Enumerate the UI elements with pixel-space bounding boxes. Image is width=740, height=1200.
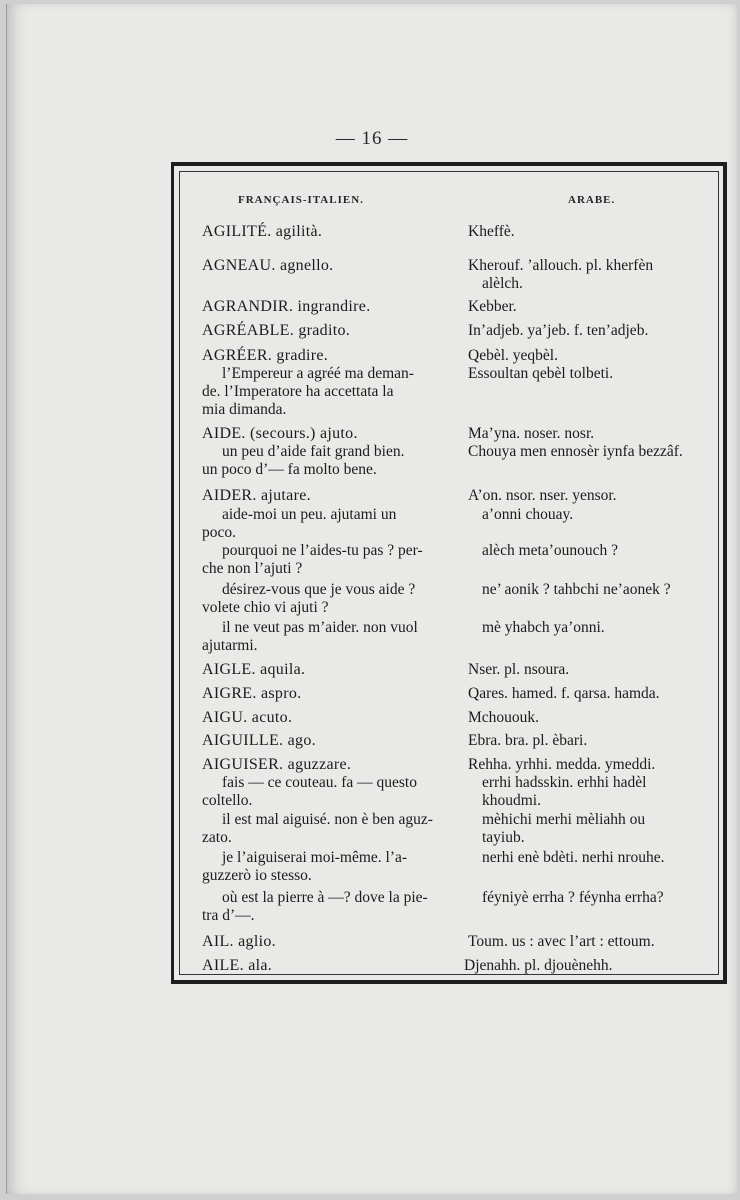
entry-french: AGILITÉ. agilità. (202, 223, 323, 240)
entry-french: AGRÉER. gradire. (202, 347, 329, 364)
example-french: il ne veut pas m’aider. non vuol (222, 619, 418, 636)
entry-arabic: Ebra. bra. pl. èbari. (468, 732, 588, 749)
example-french: pourquoi ne l’aides-tu pas ? per- (222, 542, 423, 559)
page-number: — 16 — (335, 128, 409, 149)
example-arabic: féyniyè errha ? féynha errha? (482, 889, 664, 906)
entry-french: AIDE. (secours.) ajuto. (202, 425, 358, 442)
example-arabic: Chouya men ennosèr iynfa bezzâf. (468, 443, 683, 460)
entry-arabic: Kherouf. ’allouch. pl. kherfèn (468, 257, 654, 274)
example-arabic: nerhi enè bdèti. nerhi nrouhe. (482, 849, 665, 866)
entry-arabic: Kebber. (468, 298, 517, 315)
entry-french: AGNEAU. agnello. (202, 257, 334, 274)
column-header-french-italian: FRANÇAIS-ITALIEN. (238, 194, 364, 206)
entry-arabic: Rehha. yrhhi. medda. ymeddi. (468, 756, 656, 773)
example-french-cont: coltello. (202, 792, 253, 809)
example-arabic: a’onni chouay. (482, 506, 574, 523)
entry-french: AIL. aglio. (202, 933, 276, 950)
entry-arabic: In’adjeb. ya’jeb. f. ten’adjeb. (468, 322, 649, 339)
dictionary-inner-frame (179, 171, 719, 975)
example-french: désirez-vous que je vous aide ? (222, 581, 416, 598)
example-arabic: errhi hadsskin. erhhi hadèl (482, 774, 647, 791)
example-arabic: ne’ aonik ? tahbchi ne’aonek ? (482, 581, 671, 598)
example-french: il est mal aiguisé. non è ben aguz- (222, 811, 433, 828)
example-french: où est la pierre à —? dove la pie- (222, 889, 428, 906)
entry-french: AIGUISER. aguzzare. (202, 756, 352, 773)
example-french-cont: de. l’Imperatore ha accettata la (202, 383, 394, 400)
entry-french: AILE. ala. (202, 957, 273, 974)
example-arabic-cont: tayiub. (482, 829, 525, 846)
entry-arabic-cont: alèlch. (482, 275, 523, 292)
example-french: un peu d’aide fait grand bien. (222, 443, 405, 460)
example-arabic: Essoultan qebèl tolbeti. (468, 365, 614, 382)
entry-french: AIGLE. aquila. (202, 661, 306, 678)
entry-arabic: A’on. nsor. nser. yensor. (468, 487, 617, 504)
book-page (6, 4, 737, 1194)
entry-french: AGRÉABLE. gradito. (202, 322, 351, 339)
example-arabic: alèch meta’ounouch ? (482, 542, 618, 559)
entry-french: AIGRE. aspro. (202, 685, 302, 702)
entry-arabic: Djenahh. pl. djouènehh. (464, 957, 613, 974)
column-header-arabic: ARABE. (568, 194, 616, 206)
example-french-cont: che non l’ajuti ? (202, 560, 303, 577)
example-french-cont: un poco d’— fa molto bene. (202, 461, 377, 478)
example-french-cont: ajutarmi. (202, 637, 258, 654)
dictionary-frame (171, 162, 727, 984)
entry-arabic: Kheffè. (468, 223, 515, 240)
example-french-cont: volete chio vi ajuti ? (202, 599, 329, 616)
example-french-cont: zato. (202, 829, 232, 846)
example-french: l’Empereur a agréé ma deman- (222, 365, 414, 382)
example-french-cont: tra d’—. (202, 907, 255, 924)
example-french: fais — ce couteau. fa — questo (222, 774, 417, 791)
example-french-cont: guzzerò io stesso. (202, 867, 312, 884)
entry-french: AGRANDIR. ingrandire. (202, 298, 371, 315)
entry-arabic: Nser. pl. nsoura. (468, 661, 570, 678)
entry-french: AIGU. acuto. (202, 709, 293, 726)
entry-arabic: Qares. hamed. f. qarsa. hamda. (468, 685, 660, 702)
entry-arabic: Toum. us : avec l’art : ettoum. (468, 933, 655, 950)
example-french: je l’aiguiserai moi-même. l’a- (222, 849, 408, 866)
example-arabic: mèhichi merhi mèliahh ou (482, 811, 646, 828)
example-french-cont: mia dimanda. (202, 401, 287, 418)
example-french-cont: poco. (202, 524, 237, 541)
example-french: aide-moi un peu. ajutami un (222, 506, 397, 523)
entry-french: AIGUILLE. ago. (202, 732, 316, 749)
entry-arabic: Qebèl. yeqbèl. (468, 347, 558, 364)
entry-arabic: Mchououk. (468, 709, 540, 726)
example-arabic-cont: khoudmi. (482, 792, 541, 809)
entry-french: AIDER. ajutare. (202, 487, 311, 504)
entry-arabic: Ma’yna. noser. nosr. (468, 425, 595, 442)
example-arabic: mè yhabch ya’onni. (482, 619, 605, 636)
